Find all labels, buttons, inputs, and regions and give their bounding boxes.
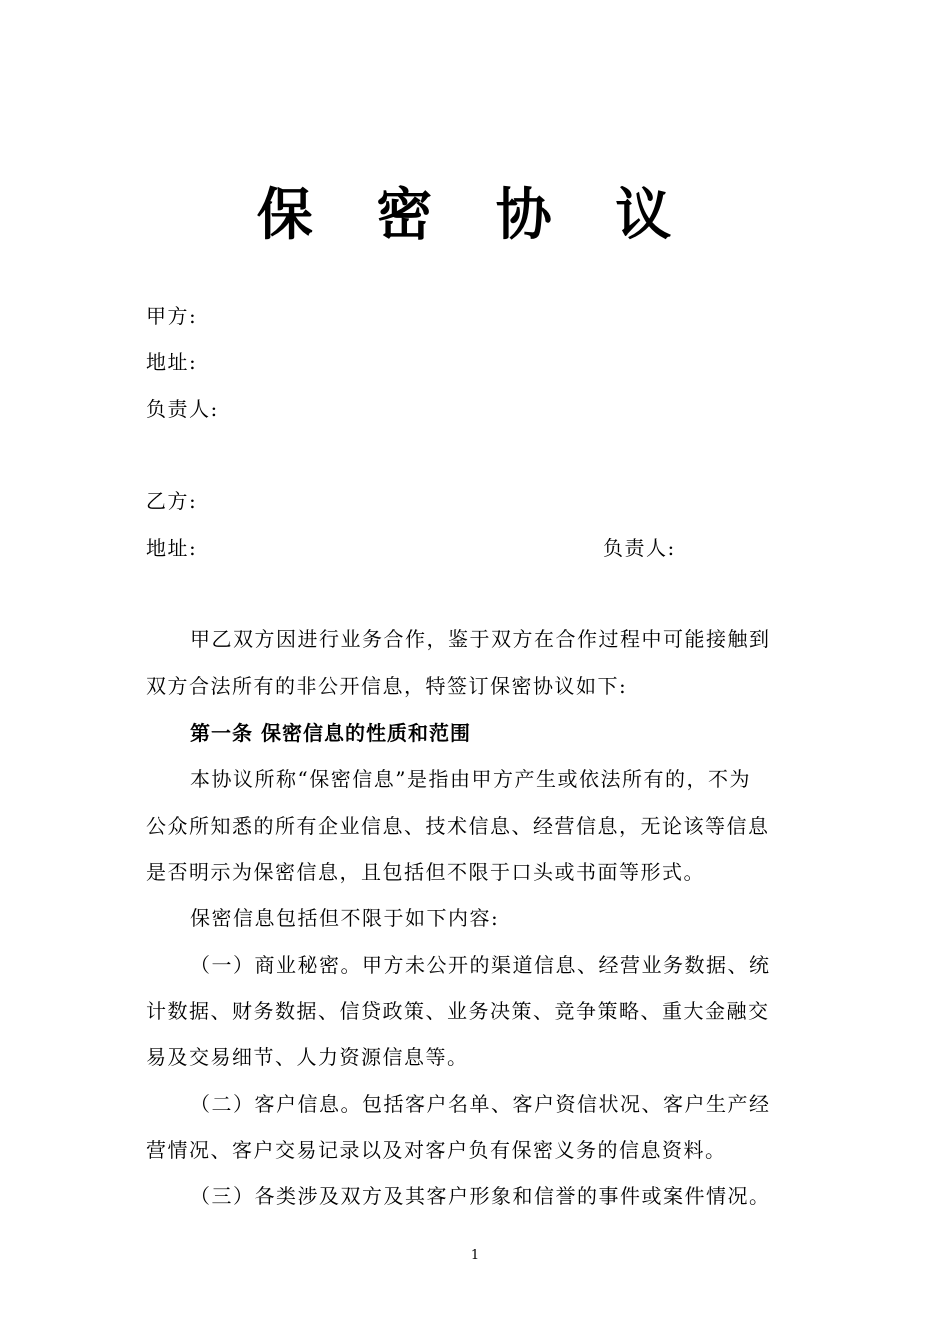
party-b-address: 地址: — [146, 536, 198, 560]
party-a-address: 地址: — [146, 350, 198, 374]
item-2-line-1: （二）客户信息。包括客户名单、客户资信状况、客户生产经 — [190, 1092, 771, 1116]
article-1-heading: 第一条 保密信息的性质和范围 — [190, 721, 471, 745]
party-a-label: 甲方: — [146, 304, 198, 328]
article-1-def-line-3: 是否明示为保密信息，且包括但不限于口头或书面等形式。 — [146, 860, 705, 884]
item-1-line-2: 计数据、财务数据、信贷政策、业务决策、竞争策略、重大金融交 — [146, 999, 770, 1023]
party-a-responsible: 负责人: — [146, 397, 219, 421]
item-3-line-1: （三）各类涉及双方及其客户形象和信誉的事件或案件情况。 — [190, 1184, 771, 1208]
article-1-def-line-2: 公众所知悉的所有企业信息、技术信息、经营信息，无论该等信息 — [146, 814, 770, 838]
party-b-responsible: 负责人: — [603, 536, 676, 560]
article-1-def-line-1: 本协议所称“保密信息”是指由甲方产生或依法所有的，不为 — [190, 767, 751, 791]
party-b-label: 乙方: — [146, 489, 198, 513]
item-2-line-2: 营情况、客户交易记录以及对客户负有保密义务的信息资料。 — [146, 1138, 727, 1162]
item-1-line-1: （一）商业秘密。甲方未公开的渠道信息、经营业务数据、统 — [190, 953, 771, 977]
page-number: 1 — [470, 1248, 480, 1263]
item-1-line-3: 易及交易细节、人力资源信息等。 — [146, 1045, 469, 1069]
intro-line-2: 双方合法所有的非公开信息，特签订保密协议如下: — [146, 674, 628, 698]
intro-line-1: 甲乙双方因进行业务合作，鉴于双方在合作过程中可能接触到 — [190, 627, 771, 651]
document-title: 保 密 协 议 — [256, 183, 694, 248]
scope-intro: 保密信息包括但不限于如下内容: — [190, 906, 500, 930]
